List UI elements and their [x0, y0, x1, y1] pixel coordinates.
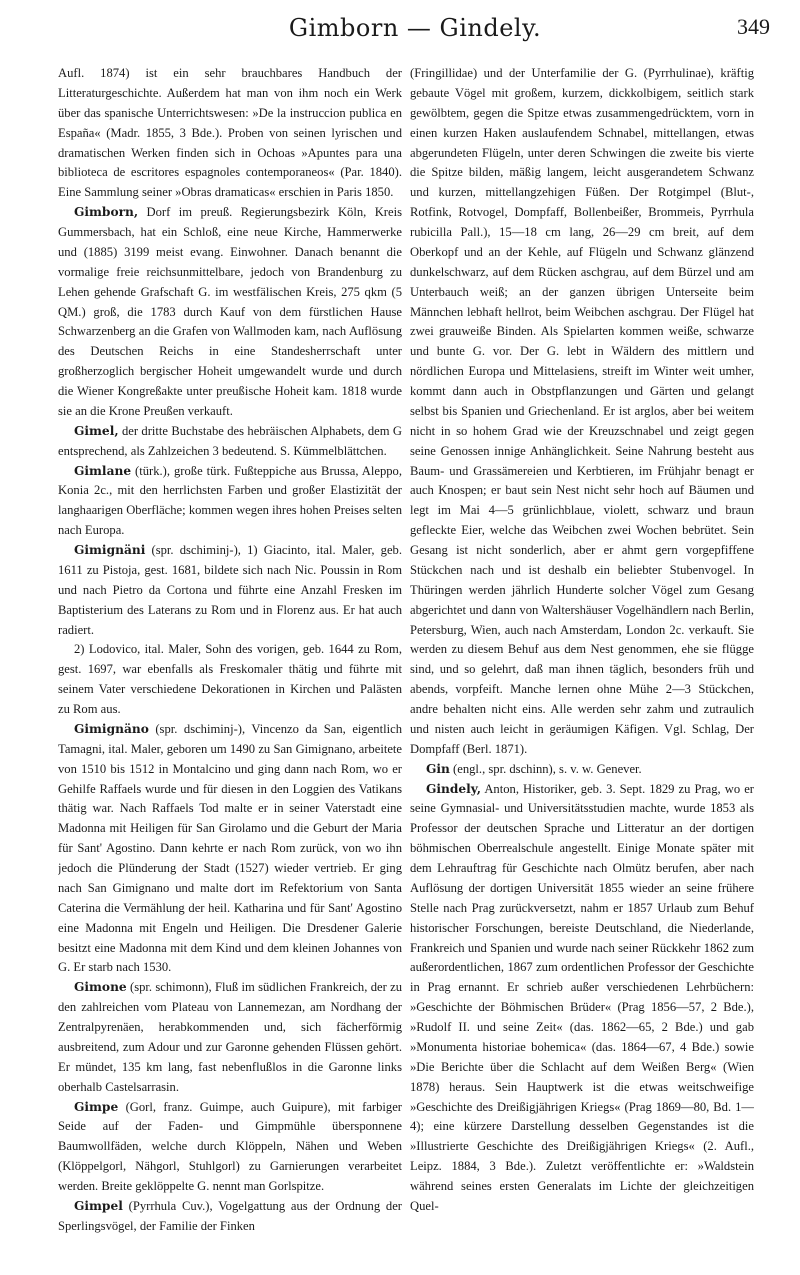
- headword: Gimone: [74, 980, 127, 995]
- entry-gimignani: Gimignäni (spr. dschiminj-), 1) Giacinto, ital. Maler, geb. 1611 zu Pistoja, gest. 1681, bildete sich nach Nic. Poussin in Rom und nach Pietro da Cortona und führte eine Anzahl Fresken im Baptisterium des Laterans zu Rom und in Florenz aus. Er hat auch radiert.: [58, 543, 402, 637]
- entry-gimborn: Gimborn, Dorf im preuß. Regierungsbezirk Köln, Kreis Gummersbach, hat ein Schloß, eine neue Kirche, Hammerwerke und (1885) 3199 meist evang. Einwohner. Danach benannt die vormalige freie reichsunmittelbare, jedoch von Brandenburg zu Lehen gehende Grafschaft G. im westfälischen Kreis, 275 qkm (5 QM.) groß, die 1783 durch Kauf von dem fürstlichen Hause Schwarzenberg an die Grafen von Wallmoden kam, nach Auflösung des Deutschen Reichs in eine Standesherrschaft unter großherzoglich bergischer Hoheit umgewandelt wurde und durch die Wiener Kongreßakte unter preußische Hoheit kam. 1818 wurde sie an die Krone Preußen verkauft.: [58, 205, 402, 418]
- headword: Gin: [426, 761, 450, 776]
- page-header: [58, 14, 772, 56]
- headword: Gimel,: [74, 423, 119, 438]
- entry-gin: Gin (engl., spr. dschinn), s. v. w. Genever.: [426, 761, 642, 776]
- entry-gimignano: Gimignäno (spr. dschiminj-), Vincenzo da San, eigentlich Tamagni, ital. Maler, geboren um 1490 zu San Gimignano, arbeitete von 1510 bis 1512 in Montalcino und ging dann nach Rom, wo er Gehilfe Raffaels wurde und für diesen in den Loggien des Vatikans thätig war. Nach Raffaels Tod malte er in seiner Vaterstadt eine Madonna mit Heiligen für San Girolamo und die Geburt der Maria für Sant' Agostino. Dann kehrte er nach Rom zurück, von wo ihn jedoch die Plünderung der Stadt (1527) wieder vertrieb. Er ging nach San Gimignano und malte dort im Refektorium von Santa Caterina die Vermählung der heil. Katharina und für Sant' Agostino eine Madonna mit Engeln und Heiligen. Die Dresdener Galerie besitzt eine Madonna mit dem Kind und dem kleinen Johannes von G. Er starb nach 1530.: [58, 721, 402, 975]
- entry-gimone: Gimone (spr. schimonn), Fluß im südlichen Frankreich, der zu den zahlreichen vom Plateau von Lannemezan, am Nordhang der Zentralpyrenäen, herabkommenden und, sich fächerförmig ausbreitend, zum Adour und zur Garonne gehenden Flüssen gehört. Er mündet, 135 km lang, fast nebenflußlos in die Garonne links oberhalb Castelsarrasin.: [58, 980, 402, 1094]
- headword: Gimignäni: [74, 543, 146, 557]
- headword: Gindely,: [426, 781, 481, 796]
- entry-gindely: Gindely, Anton, Historiker, geb. 3. Sept. 1829 zu Prag, wo er seine Gymnasial- und Universitätsstudien machte, wurde 1853 als Professor der deutschen Sprache und Litteratur an der dortigen böhmischen Oberrealschule angestellt. Einige Monate später mit dem Lehrauftrag für Geschichte nach Olmütz berufen, aber nach Auflösung der dortigen Universität 1855 wieder an seine frühere Stelle nach Prag zurückversetzt, nahm er 1857 Urlaub zum Behuf historischer Forschungen, bereiste Deutschland, die Niederlande, Frankreich und Spanien und wurde nach seiner Rückkehr 1862 zum außerordentlichen, 1867 zum ordentlichen Professor der Geschichte in Prag ernannt. Er schrieb außer verschiedenen Lehrbüchern: »Geschichte der Böhmischen Brüder« (Prag 1856—57, 2 Bde.), »Rudolf II. und seine Zeit« (das. 1862—65, 2 Bde.) und gab »Monumenta historiae bohemica« (das. 1864—67, 4 Bde.) sowie »Die Berichte über die Schlacht auf dem Weißen Berg« (Wien 1878) heraus. Sein Hauptwerk ist die etwas weitschweifige »Geschichte des Dreißigjährigen Kriegs« (Prag 1869—80, Bd. 1—4); eine kürzere Darstellung desselben Gegenstandes ist die »Illustrierte Geschichte des Dreißigjährigen Kriegs« (2. Aufl., Leipz. 1884, 3 Bde.). Zuletzt veröffentlichte er: »Waldstein während seines ersten Generalats im Lichte der gleichzeitigen Quel-: [410, 781, 754, 1213]
- headword: Gimpe: [74, 1099, 119, 1114]
- entry-gimel: Gimel, der dritte Buchstabe des hebräischen Alphabets, dem G entsprechend, als Zahlzeichen 3 bedeutend. S. Kümmelblättchen.: [58, 423, 402, 458]
- headword: Gimborn,: [74, 205, 139, 220]
- left-column: [58, 64, 402, 1264]
- headword: Gimpel: [74, 1198, 123, 1213]
- entry-gimpe: Gimpe (Gorl, franz. Guimpe, auch Guipure), mit farbiger Seide auf der Faden- und Gimpmühle übersponnene Baumwollfäden, welche durch Klöppeln, Nähen und Weben (Klöppelgorl, Nähgorl, Stuhlgorl) zu Garnierungen verarbeitet werden. Breite geklöppelte G. nennt man Gorlspitze.: [58, 1099, 402, 1193]
- entry-gimlane: Gimlane (türk.), große türk. Fußteppiche aus Brussa, Aleppo, Konia 2c., mit den herrlichsten Farben und großer Elastizität der langhaarigen Oberfläche; kommen wegen ihres hohen Preises selten nach Europa.: [58, 463, 402, 538]
- running-title: Gimborn — Gindely.: [288, 14, 542, 42]
- entry-gimpel: Gimpel (Pyrrhula Cuv.), Vogelgattung aus der Ordnung der Sperlingsvögel, der Familie der Finken: [58, 1198, 402, 1233]
- entry-gimpel-continued: (Fringillidae) und der Unterfamilie der G. (Pyrrhulinae), kräftig gebaute Vögel mit großem, kurzem, dickkolbigem, seitlich stark gewölbtem, gegen die Spitze etwas zusammengedrücktem, vorn in einen kurzen Haken auslaufendem Schnabel, mittellangen, etwas abgerundeten Flügeln, unter deren Schwingen die zweite bis vierte die Spitze bilden, mäßig langem, leicht ausgerandetem Schwanz und kurzen, mittellangzehigen Füßen. Der Rotgimpel (Blut-, Rotfink, Rotvogel, Dompfaff, Bollenbeißer, Brommeis, Pyrrhula rubicilla Pall.), 15—18 cm lang, 26—29 cm breit, auf dem Oberkopf und an der Kehle, auf Flügeln und Schwanz glänzend dunkelschwarz, auf dem Rücken aschgrau, auf dem Bürzel und am Unterbauch weiß; an der ganzen übrigen Unterseite beim Männchen lebhaft hellrot, beim Weibchen aschgrau. Der Flügel hat zwei grauweiße Binden. Als Spielarten kommen weiße, schwarze und bunte G. vor. Der G. lebt in Wäldern des mittlern und nördlichen Europa und Mittelasiens, streift im Winter weit umher, kommt dann auch in Obstpflanzungen und Gärten und gelangt selbst bis Spanien und Griechenland. Er ist arglos, aber bei weitem nicht in so hohem Grad wie der Kreuzschnabel und zeigt gegen seine Genossen innige Anhänglichkeit. Seine Nahrung besteht aus Baum- und Grassämereien und Kerbtieren, im Frühjahr benagt er auch Knospen; er baut sein Nest nicht sehr hoch auf Bäumen und legt im Mai 4—5 grünlichblaue, violett, schwarz und braun gefleckte Eier, welche das Weibchen zwei Wochen bebrütet. Sein Gesang ist nicht sonderlich, aber er ahmt gern vorgepfiffene Stückchen nach und ist deshalb ein beliebter Stubenvogel. In Thüringen werden jährlich Hunderte solcher Vögel zum Gesang abgerichtet und dann von Waltershäuser Vogelhändlern nach Berlin, Petersburg, Wien, auch nach Amsterdam, London 2c. verkauft. Sie werden zu diesem Behuf aus dem Nest genommen, ehe sie flügge sind, und so gelehrt, daß man ihnen täglich, besonders früh und abends, vorpfeift. Manche lernen ohne Mühe 2—3 Stückchen, andre behalten nicht eins. Alle werden sehr zahm und zutraulich und nisten auch leicht in geräumigen Käfigen. Vgl. Schlag, Der Dompfaff (Berl. 1871).: [410, 66, 754, 756]
- entry-paragraph: Aufl. 1874) ist ein sehr brauchbares Handbuch der Litteraturgeschichte. Außerdem hat man von ihm noch ein Werk über das spanische Unterrichtswesen: »De la instruccion publica en España« (Madr. 1855, 3 Bde.). Proben von seinen lyrischen und dramatischen Werken finden sich in Ochoas »Apuntes para una biblioteca de escritores espagnoles contemporaneos« (Par. 1840). Eine Sammlung seiner »Obras dramaticas« erschien in Paris 1850.: [58, 66, 402, 200]
- page-number: 349: [737, 14, 770, 39]
- headword: Gimlane: [74, 463, 132, 478]
- right-column: [410, 64, 754, 1264]
- headword: Gimignäno: [74, 721, 149, 736]
- entry-gimignani-2: 2) Lodovico, ital. Maler, Sohn des vorigen, geb. 1644 zu Rom, gest. 1697, war ebenfalls als Freskomaler thätig und führte mit seinem Vater verschiedene Dekorationen in Kirchen und Palästen zu Rom aus.: [58, 642, 402, 716]
